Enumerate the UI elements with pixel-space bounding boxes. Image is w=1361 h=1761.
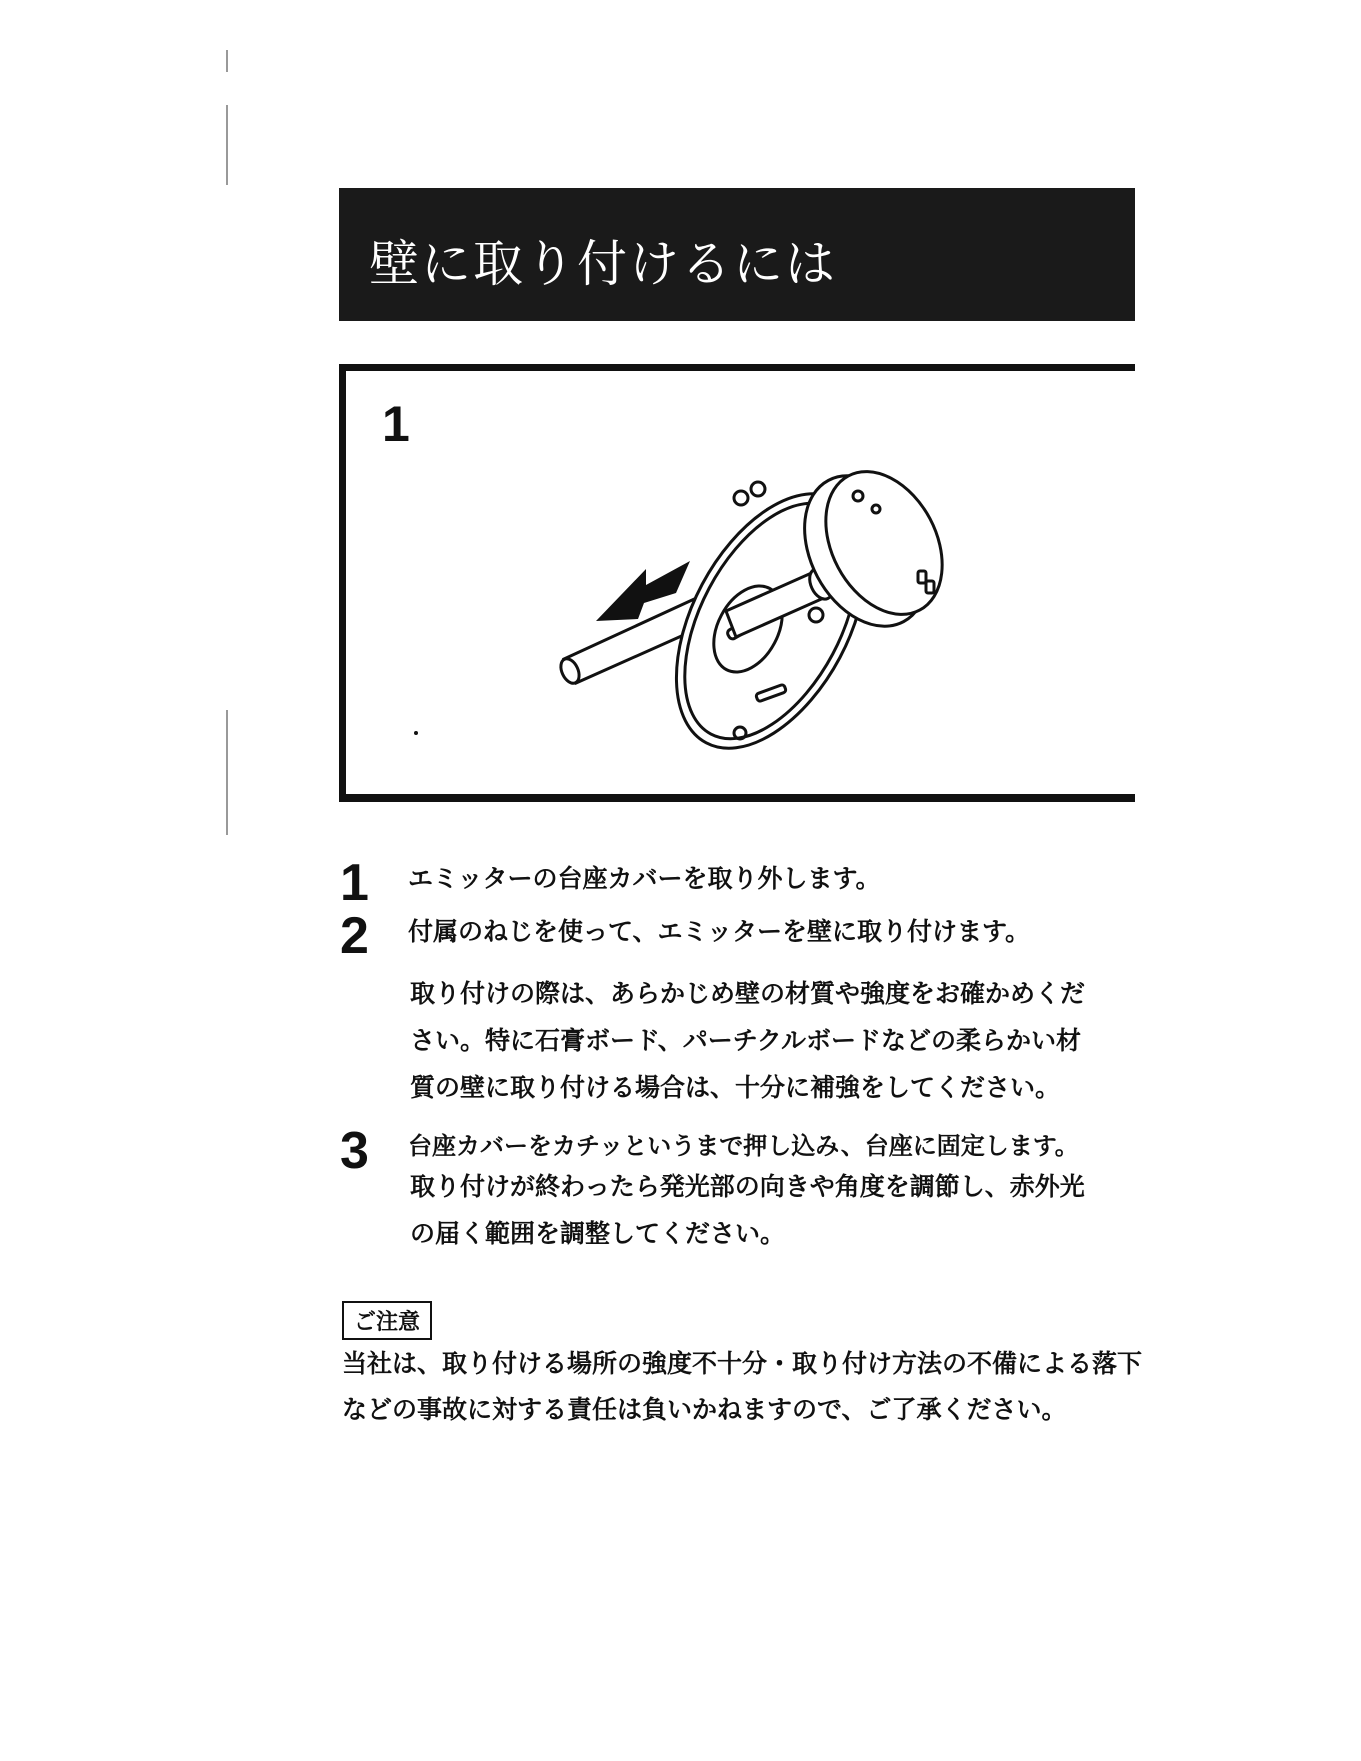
- step-text: エミッターの台座カバーを取り外します。: [408, 864, 881, 893]
- margin-mark: [226, 50, 228, 72]
- caution-label: ご注意: [342, 1301, 432, 1340]
- illustration-box: [339, 364, 1135, 802]
- caution-line: 当社は、取り付ける場所の強度不十分・取り付け方法の不備による落下: [342, 1349, 1143, 1378]
- caution-text: [342, 1341, 1142, 1433]
- figure-step-number: 1: [382, 396, 410, 452]
- step-number: 1: [340, 854, 369, 912]
- detail-line: 取り付けの際は、あらかじめ壁の材質や強度をお確かめくだ: [410, 979, 1086, 1008]
- caution-line: などの事故に対する責任は負いかねますので、ご了承ください。: [342, 1395, 1067, 1424]
- detail-line: 質の壁に取り付ける場合は、十分に補強をしてください。: [410, 1073, 1061, 1102]
- step-text: 台座カバーをカチッというまで押し込み、台座に固定します。: [408, 1132, 1079, 1160]
- page-title: 壁に取り付けるには: [369, 235, 837, 293]
- margin-mark: [226, 105, 228, 185]
- section-header: [339, 188, 1135, 321]
- step-number: 3: [340, 1122, 369, 1180]
- detail-line: さい。特に石膏ボード、パーチクルボードなどの柔らかい材: [410, 1026, 1082, 1055]
- step-number: 2: [340, 907, 369, 965]
- margin-mark: [226, 710, 228, 835]
- step-text: 付属のねじを使って、エミッターを壁に取り付けます。: [408, 917, 1031, 946]
- step-3-detail: [410, 1163, 1085, 1257]
- step-2-detail: [410, 970, 1085, 1111]
- detail-line: の届く範囲を調整してください。: [410, 1219, 786, 1248]
- emitter-mount-illustration: [346, 371, 1135, 801]
- detail-line: 取り付けが終わったら発光部の向きや角度を調節し、赤外光: [410, 1172, 1085, 1201]
- speck: [414, 731, 418, 735]
